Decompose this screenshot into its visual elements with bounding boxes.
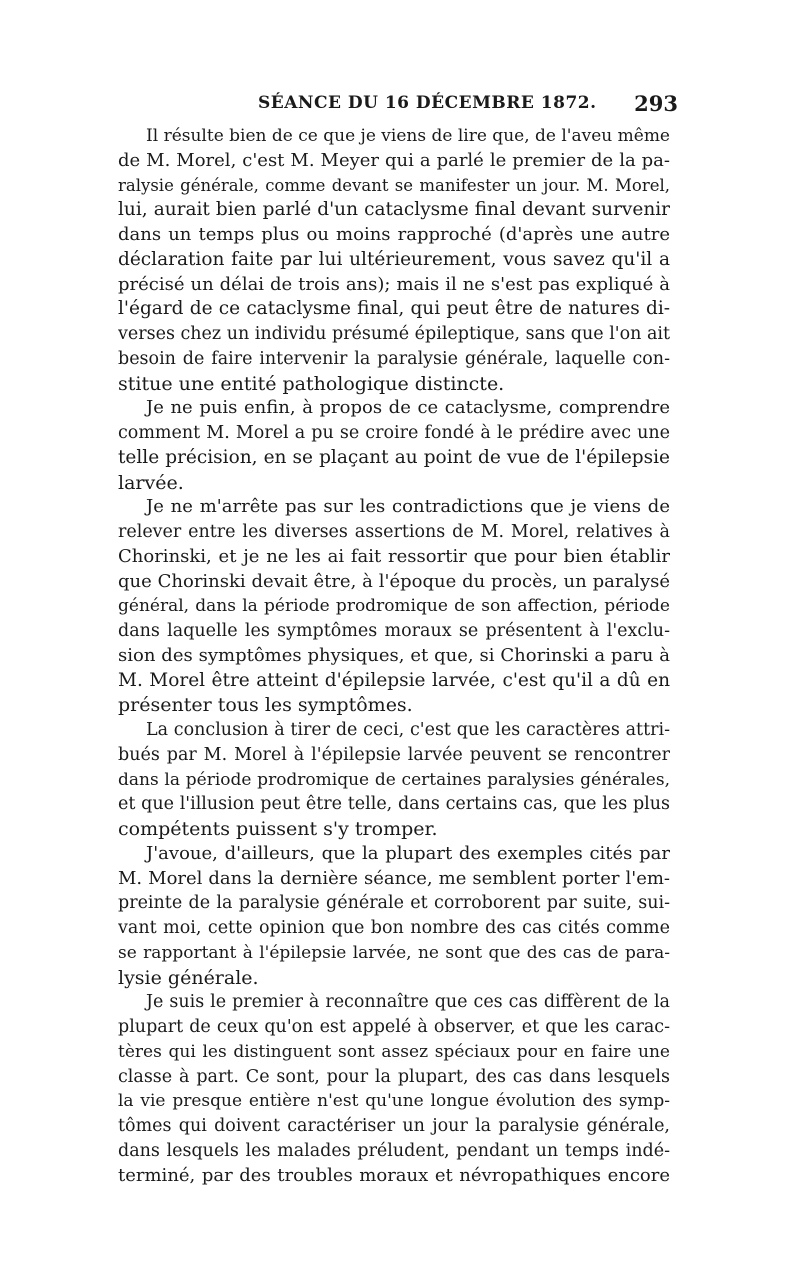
text-line: plupart de ceux qu'on est appelé à observer, et que les carac- [118,1017,670,1037]
text-line: dans un temps plus ou moins rapproché (d'après une autre [118,224,670,245]
text-line: présenter tous les symptômes. [118,694,413,717]
text-line: déclaration faite par lui ultérieurement, vous savez qu'il a [118,248,670,270]
text-line: lysie générale. [118,966,259,989]
text-line: dans lesquels les malades préludent, pendant un temps indé- [118,1140,670,1161]
text-line: stitue une entité pathologique distincte. [118,372,505,395]
text-line: la vie presque entière n'est qu'une longue évolution des symp- [118,1091,670,1112]
text-line: relever entre les diverses assertions de M. Morel, relatives à [118,522,670,542]
text-line: Chorinski, et je ne les ai fait ressortir que pour bien établir [118,545,670,567]
text-line: terminé, par des troubles moraux et névropathiques encore [118,1164,670,1186]
text-line: compétents puissent s'y tromper. [118,818,438,840]
running-title: SÉANCE DU 16 DÉCEMBRE 1872. [258,93,597,113]
body-text [118,124,670,1188]
text-line: verses chez un individu présumé épileptique, sans que l'on ait [118,324,670,344]
text-line: ralysie générale, comme devant se manifester un jour. M. Morel, [118,175,670,195]
text-line: sion des symptômes physiques, et que, si Chorinski a paru à [118,644,670,666]
text-line: preinte de la paralysie générale et corroborent par suite, sui- [118,893,670,914]
text-line: La conclusion à tirer de ceci, c'est que les caractères attri- [146,720,670,740]
text-line: vant moi, cette opinion que bon nombre des cas cités comme [118,918,670,938]
running-head [118,93,678,117]
text-line: Il résulte bien de ce que je viens de lire que, de l'aveu même [146,126,670,146]
page-number: 293 [634,91,678,116]
text-line: classe à part. Ce sont, pour la plupart, des cas dans lesquels [118,1066,670,1087]
text-line: précisé un délai de trois ans); mais il ne s'est pas expliqué à [118,273,670,295]
text-line: besoin de faire intervenir la paralysie générale, laquelle con- [118,348,670,369]
text-line: que Chorinski devait être, à l'époque du procès, un paralysé [118,570,670,592]
text-line: J'avoue, d'ailleurs, que la plupart des exemples cités par [146,842,670,864]
text-line: comment M. Morel a pu se croire fondé à le prédire avec une [118,423,670,443]
text-line: Je suis le premier à reconnaître que ces cas diffèrent de la [146,992,670,1013]
text-line: Je ne puis enfin, à propos de ce cataclysme, comprendre [146,397,670,419]
text-line: M. Morel être atteint d'épilepsie larvée, c'est qu'il a dû en [118,669,670,691]
text-line: tômes qui doivent caractériser un jour la paralysie générale, [118,1116,670,1136]
text-line: dans la période prodromique de certaines paralysies générales, [118,769,670,790]
text-line: Je ne m'arrête pas sur les contradictions que je viens de [146,496,670,518]
text-line: se rapportant à l'épilepsie larvée, ne sont que des cas de para- [118,942,670,963]
text-line: dans laquelle les symptômes moraux se présentent à l'exclu- [118,621,670,641]
text-line: tères qui les distinguent sont assez spéciaux pour en faire une [118,1041,670,1062]
text-line: de M. Morel, c'est M. Meyer qui a parlé le premier de la pa- [118,149,670,171]
text-line: général, dans la période prodromique de son affection, période [118,596,670,617]
text-line: et que l'illusion peut être telle, dans certains cas, que les plus [118,794,670,815]
text-line: lui, aurait bien parlé d'un cataclysme final devant survenir [118,199,670,221]
text-line: M. Morel dans la dernière séance, me semblent porter l'em- [118,867,670,889]
text-line: larvée. [118,471,184,494]
text-line: telle précision, en se plaçant au point de vue de l'épilepsie [118,446,670,468]
text-line: bués par M. Morel à l'épilepsie larvée peuvent se rencontrer [118,744,670,765]
text-line: l'égard de ce cataclysme final, qui peut être de natures di- [118,298,670,320]
